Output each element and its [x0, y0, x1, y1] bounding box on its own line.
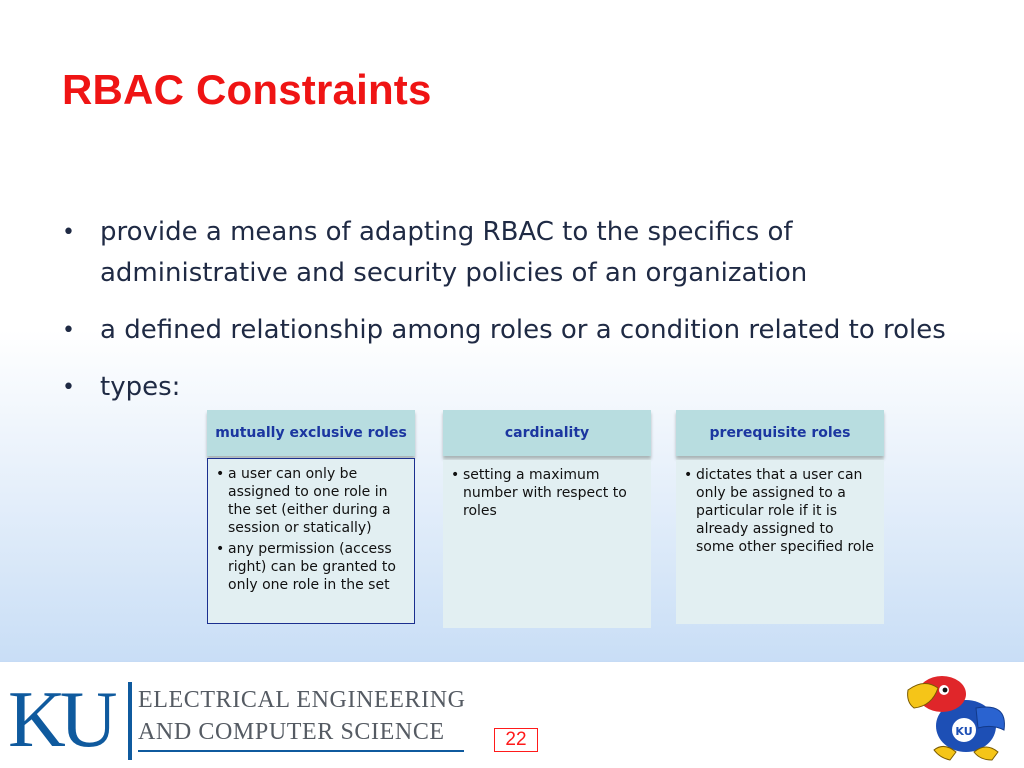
department-line-1: ELECTRICAL ENGINEERING [138, 687, 466, 713]
bullet-text: provide a means of adapting RBAC to the specifics of administrative and security policies of an organization [100, 217, 808, 288]
bullet-marker: • [62, 318, 75, 343]
card-point: • setting a maximum number with respect to roles [451, 466, 643, 520]
card-body [443, 460, 651, 628]
card-point: • a user can only be assigned to one role in the set (either during a session or statically) [216, 465, 406, 537]
page-number: 22 [494, 728, 538, 752]
slide-footer [0, 662, 1024, 768]
logo-divider [128, 682, 132, 760]
card-point: • any permission (access right) can be granted to only one role in the set [216, 540, 406, 594]
constraint-type-card-prerequisite [676, 410, 884, 624]
constraint-type-card-cardinality [443, 410, 651, 628]
bullet-text: types: [100, 372, 181, 402]
constraint-type-card-mutually-exclusive [207, 410, 415, 624]
card-body [207, 458, 415, 624]
bullet-item [62, 212, 962, 294]
ku-logo: KU [8, 676, 112, 764]
card-heading: cardinality [443, 410, 651, 456]
card-point: • dictates that a user can only be assigned to a particular role if it is already assigned to some other specified role [684, 466, 876, 556]
department-line-2: AND COMPUTER SCIENCE [138, 719, 445, 745]
card-body [676, 460, 884, 624]
department-name [138, 684, 466, 748]
slide-title: RBAC Constraints [62, 66, 432, 113]
bullet-item [62, 310, 962, 351]
bullet-marker: • [62, 375, 75, 400]
bullet-text: a defined relationship among roles or a condition related to roles [100, 315, 946, 345]
jayhawk-mascot-icon [904, 668, 1014, 764]
card-heading: prerequisite roles [676, 410, 884, 456]
mascot-badge-text: KU [955, 725, 973, 738]
card-heading: mutually exclusive roles [207, 410, 415, 456]
department-underline [138, 750, 464, 752]
bullet-item [62, 367, 962, 408]
bullet-marker: • [62, 220, 75, 245]
bullet-list [62, 212, 962, 408]
